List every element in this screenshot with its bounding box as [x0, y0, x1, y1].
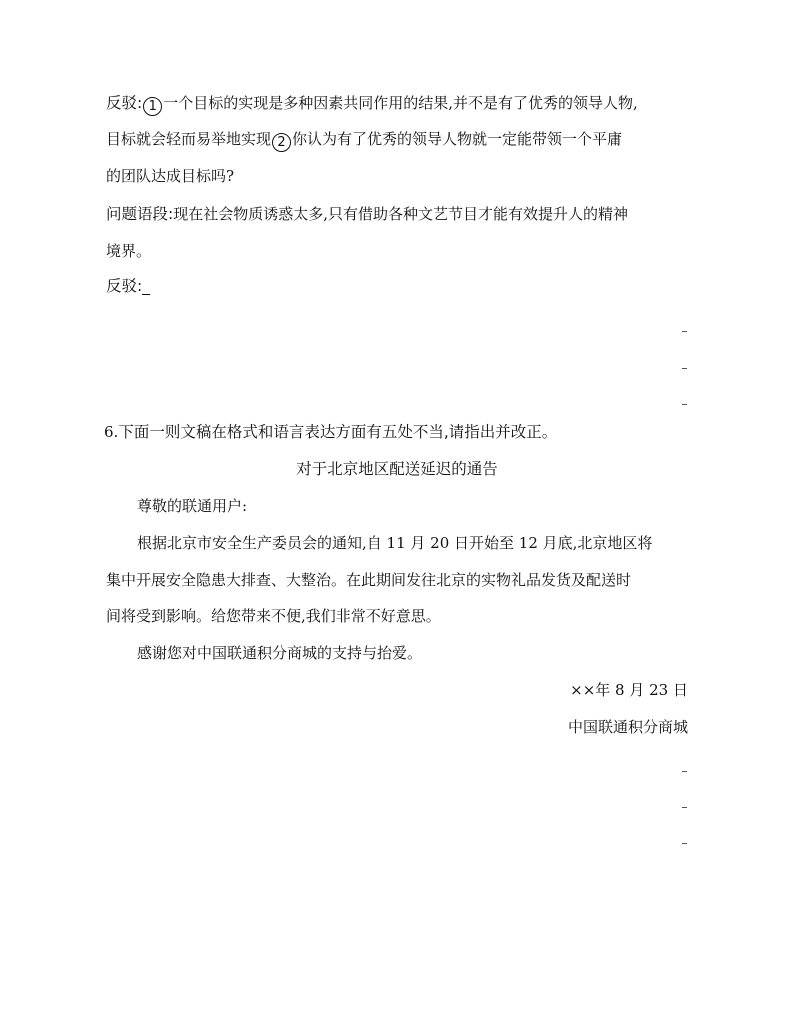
- rebuttal-line-1: [106, 93, 638, 116]
- answer-line-marker: [682, 843, 687, 844]
- rebuttal-text-2a: 目标就会轻而易举地实现: [106, 130, 272, 148]
- answer-blank[interactable]: [142, 280, 150, 295]
- rebuttal-text-3: 的团队达成目标吗?: [106, 167, 235, 185]
- rebuttal-label: 反驳:: [106, 94, 143, 112]
- rebuttal-line-2: [106, 129, 622, 152]
- circled-number-2: 2: [272, 133, 291, 152]
- notice-signature: 中国联通积分商城: [567, 718, 688, 736]
- notice-para1-line2: 集中开展安全隐患大排查、大整治。在此期间发往北京的实物礼品发货及配送时: [106, 571, 632, 589]
- notice-closing: 感谢您对中国联通积分商城的支持与抬爱。: [137, 644, 423, 662]
- notice-salutation: 尊敬的联通用户:: [137, 497, 248, 515]
- answer-line-marker: [682, 368, 687, 369]
- answer-line-marker: [682, 807, 687, 808]
- question-stem: 下面一则文稿在格式和语言表达方面有五处不当,请指出并改正。: [118, 423, 558, 441]
- problem-line-1: [106, 204, 628, 224]
- rebuttal2-line: [106, 276, 150, 296]
- question-6: [104, 422, 557, 442]
- answer-line-marker: [682, 404, 687, 405]
- circled-number-1: 1: [143, 97, 162, 116]
- answer-line-marker: [682, 771, 687, 772]
- problem-text-1: 现在社会物质诱惑太多,只有借助各种文艺节目才能有效提升人的精神: [173, 205, 629, 223]
- answer-line-marker: [682, 331, 687, 332]
- rebuttal-text-2b: 你认为有了优秀的领导人物就一定能带领一个平庸: [292, 130, 623, 148]
- problem-label: 问题语段:: [106, 205, 174, 223]
- problem-line-2: [106, 241, 151, 261]
- rebuttal-text-1: 一个目标的实现是多种因素共同作用的结果,并不是有了优秀的领导人物,: [163, 94, 638, 112]
- rebuttal-line-3: [106, 166, 234, 186]
- question-number: 6.: [104, 423, 119, 441]
- notice-title: 对于北京地区配送延迟的通告: [296, 460, 498, 478]
- rebuttal2-label: 反驳:: [106, 277, 143, 295]
- notice-para1-line1: 根据北京市安全生产委员会的通知,自 11 月 20 日开始至 12 月底,北京地区将: [137, 534, 653, 552]
- notice-para1-line3: 间将受到影响。给您带来不便,我们非常不好意思。: [106, 607, 441, 625]
- notice-date: ××年 8 月 23 日: [570, 681, 688, 699]
- problem-text-2: 境界。: [106, 242, 152, 260]
